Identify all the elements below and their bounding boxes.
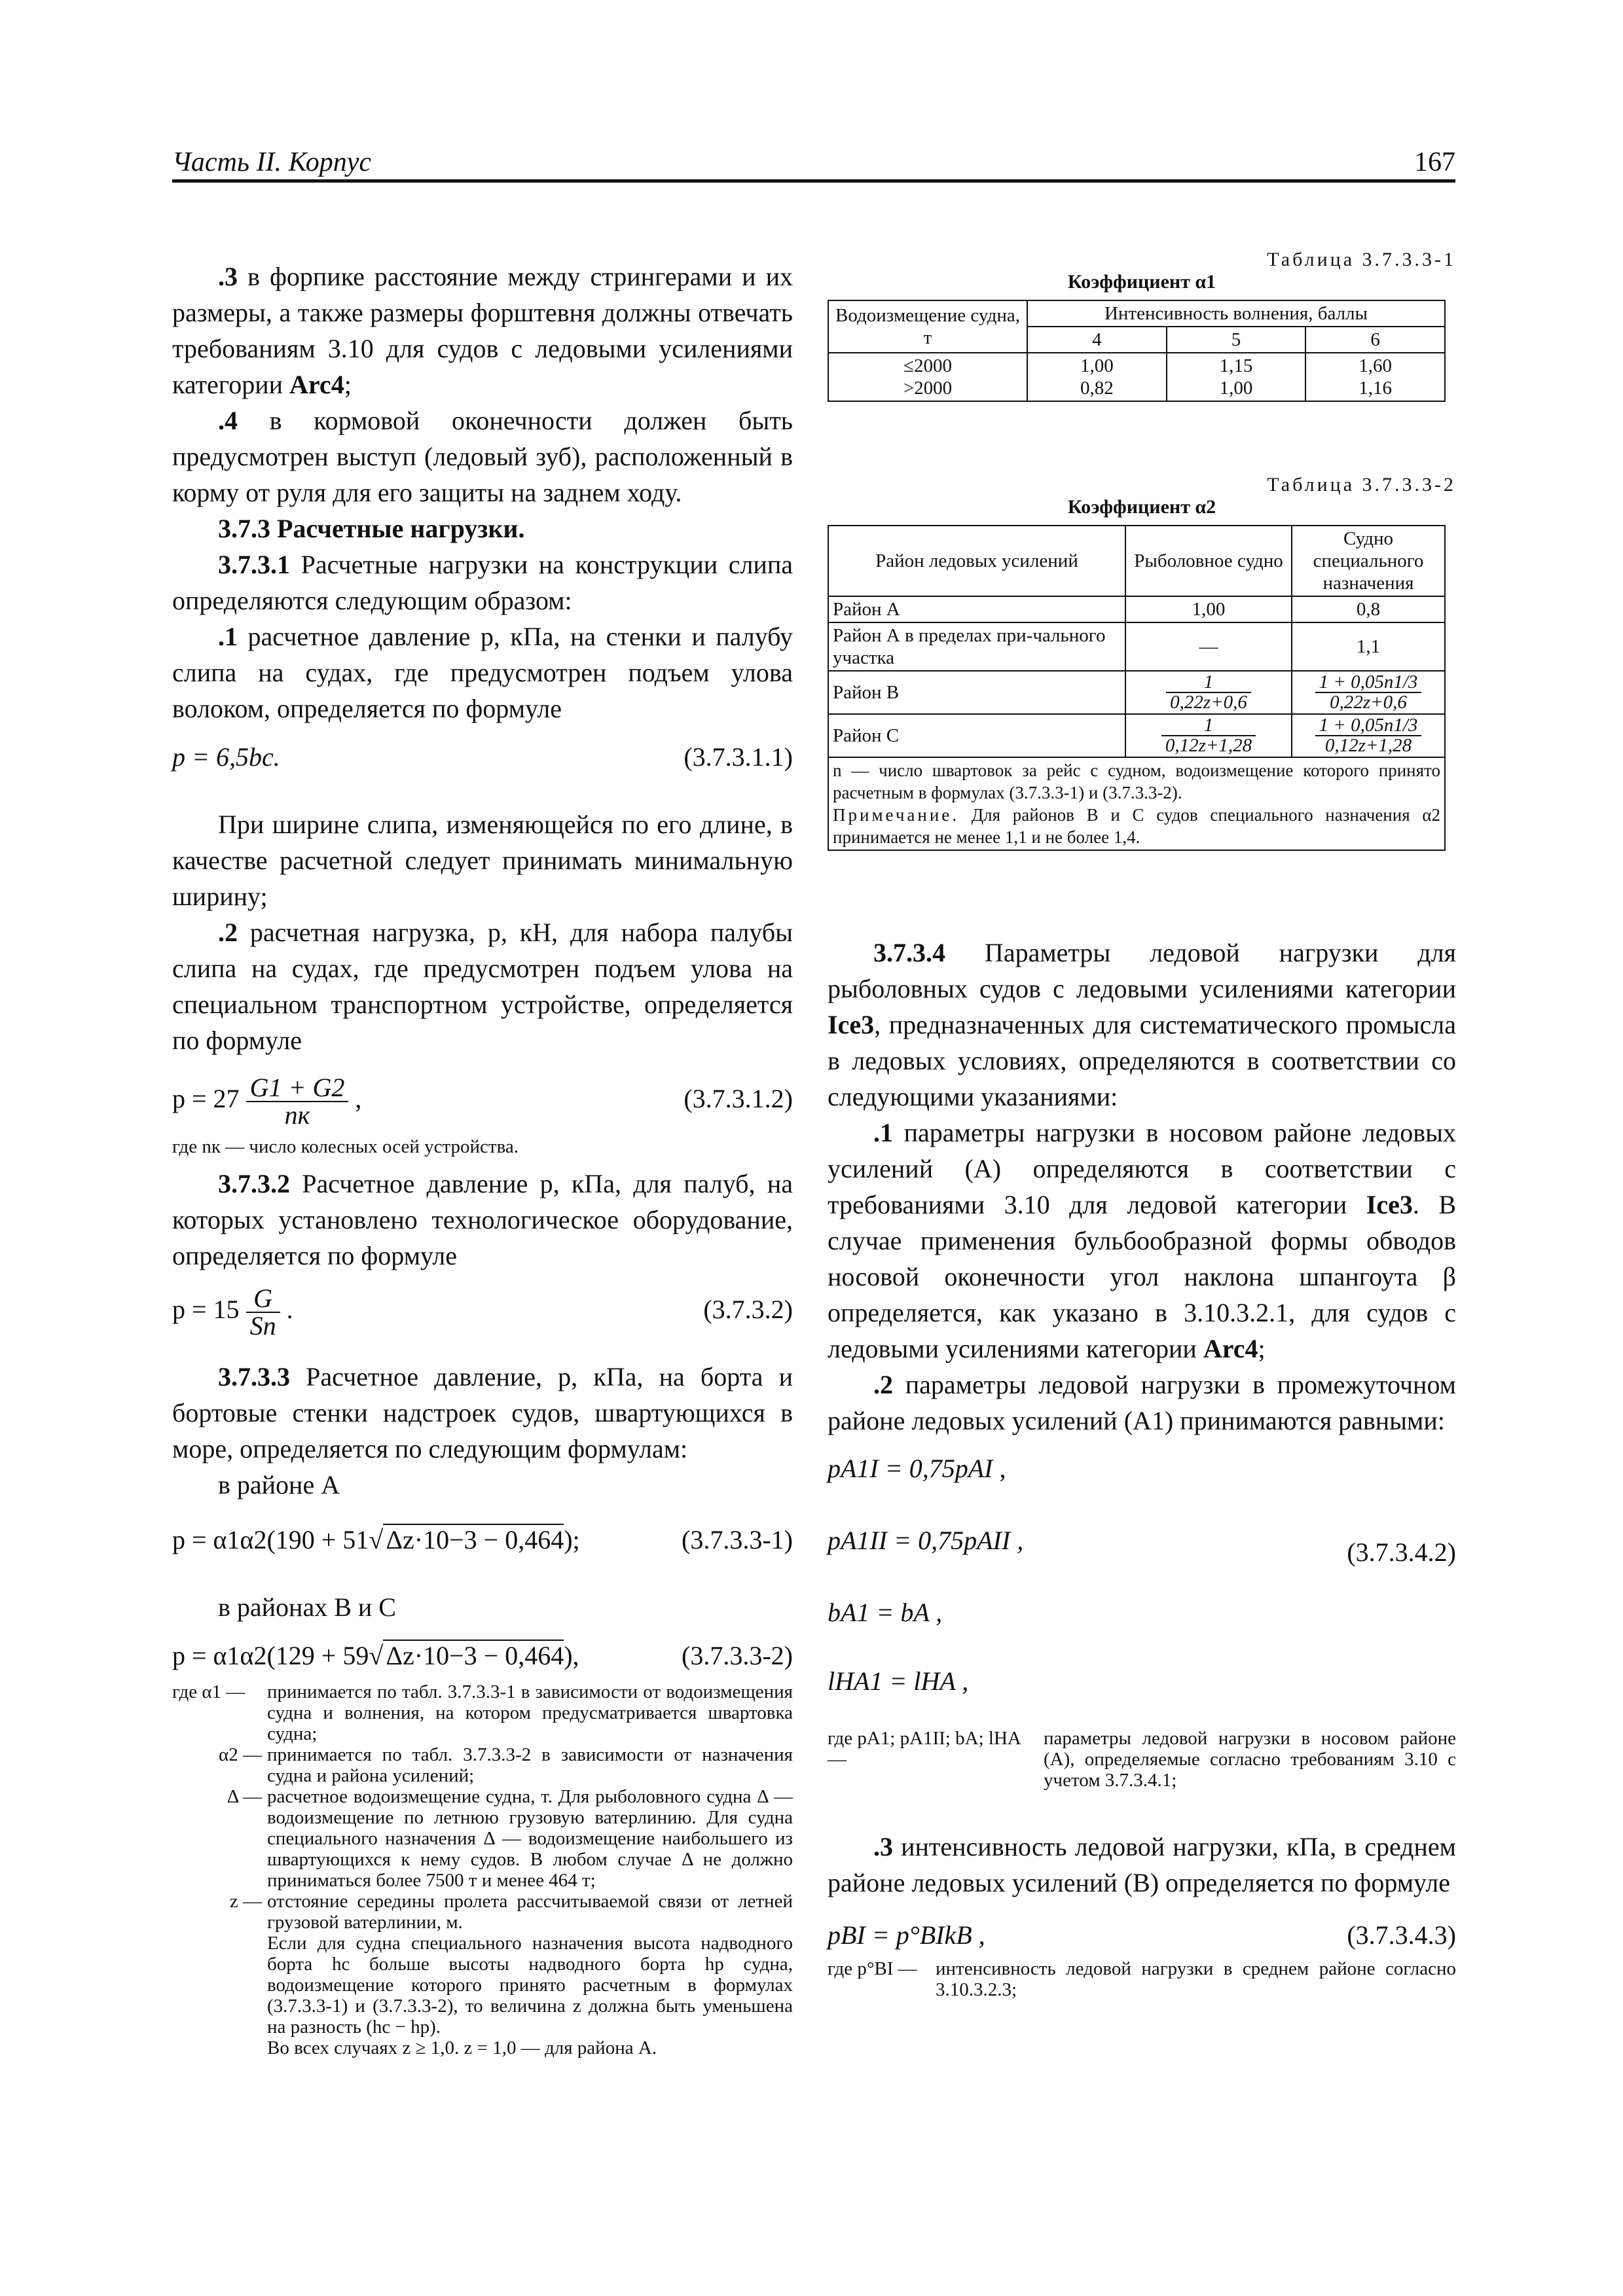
header-wave-5: 5 <box>1167 327 1306 353</box>
running-title: Часть II. Корпус <box>172 147 372 177</box>
item-r3: .3 интенсивность ледовой нагрузки, кПа, в среднем районе ледовых усилений (В) определяется по формуле <box>828 1832 1456 1897</box>
table-row: ≤2000 >2000 1,00 0,82 1,15 1,00 1,60 1,16 <box>828 353 1445 401</box>
note-remark: Примечание. Для районов В и С судов специального назначения α2 принимается не менее 1,1 и не более 1,4. <box>833 805 1440 847</box>
table-title: Коэффициент α2 <box>1067 496 1216 518</box>
definition-z: z — отстояние середины пролета рассчитываемой связи от летней грузовой ватерлинии, м. <box>229 1891 793 1933</box>
paragraph-3-7-3-4: 3.7.3.4 Параметры ледовой нагрузки для рыболовных судов с ледовыми усилениями категории Ice3, предназначенных для систематического промысла в ледовых условиях, определяются в соответствии со следующими указаниями: <box>828 938 1456 1111</box>
paragraph-3-7-3-3: 3.7.3.3 Расчетное давление, p, кПа, на борта и бортовые стенки надстроек судов, швартующихся в море, определяется по следующим формулам: <box>172 1362 793 1463</box>
table-row: Район В $\frac{1}{0,22z+0,6}$ $\frac{1 + 0,05n1/3}{0,22z+0,6}$ <box>828 671 1445 714</box>
table-row: Район А 1,00 0,8 <box>828 596 1445 622</box>
left-column <box>172 259 793 2058</box>
item-1: .1 расчетное давление p, кПа, на стенки и палубу слипа на судах, где предусмотрен подъем улова волоком, определяется по формуле <box>172 622 793 723</box>
item-r2: .2 параметры ледовой нагрузки в промежуточном районе ледовых усилений (А1) принимаются равными: <box>828 1370 1456 1435</box>
note-n-definition: n — число швартовок за рейс с судном, водоизмещение которого принято расчетным в формулах (3.7.3.3-1) и (3.7.3.3-2). <box>833 761 1440 802</box>
formula-3-7-3-3-1: p = α1α2(190 + 51√ Δz·10−3 − 0,464); (3.7.3.3-1) <box>172 1525 793 1554</box>
formula-note-nk: где nк — число колесных осей устройства. <box>172 1136 519 1157</box>
table-caption: Таблица 3.7.3.3-1 <box>1267 249 1456 270</box>
item-2: .2 расчетная нагрузка, p, кН, для набора палубы слипа на судах, где предусмотрен подъем улова на специальном транспортном устройстве, определяется по формуле <box>172 918 793 1055</box>
definition-alpha1: где α1 — принимается по табл. 3.7.3.3-1 в зависимости от водоизмещения судна и волнения, на котором предусматривается швартовка судна; <box>172 1681 793 1744</box>
table-notes <box>828 757 1445 850</box>
definition-all-cases: Во всех случаях z ≥ 1,0. z = 1,0 — для района А. <box>267 2037 657 2058</box>
table-row: Район А в пределах при-чального участка — 1,1 <box>828 622 1445 671</box>
formula-3-7-3-2: p = 15 $\frac{G}{Sп}$ . (3.7.3.2) <box>172 1283 793 1340</box>
paragraph-3-7-3-2: 3.7.3.2 Расчетное давление p, кПа, для палуб, на которых установлено технологическое оборудование, определяется по формуле <box>172 1169 793 1270</box>
paragraph-width: При ширине слипа, изменяющейся по его длине, в качестве расчетной следует принимать минимальную ширину; <box>172 810 793 911</box>
header-region: Район ледовых усилений <box>828 526 1125 596</box>
header-wave-6: 6 <box>1305 327 1445 353</box>
page-header <box>172 147 1455 183</box>
label-region-a: в районе А <box>218 1470 340 1499</box>
page-number: 167 <box>1414 147 1455 177</box>
header-fishing-vessel: Рыболовное судно <box>1125 526 1292 596</box>
formula-group-definition: где pA1; pA1II; bA; lHA — параметры ледовой нагрузки в носовом районе (А), определяемые согласно требованиям 3.10 с учетом 3.7.3.4.1; <box>828 1728 1456 1791</box>
formula-group-3-7-3-4-2 <box>828 1453 1456 1728</box>
paragraph-4: .4 в кормовой оконечности должен быть предусмотрен выступ (ледовый зуб), расположенный в корму от руля для его защиты на заднем ходу. <box>172 406 793 507</box>
table-caption: Таблица 3.7.3.3-2 <box>1267 474 1456 495</box>
header-displacement: Водоизмещение судна, т <box>828 300 1027 353</box>
formula-lHA1: lHA1 = lHA , <box>828 1666 969 1696</box>
table-3-7-3-3-1 <box>828 249 1456 402</box>
table-3-7-3-3-2 <box>828 474 1456 851</box>
right-column <box>828 935 1456 2000</box>
formula-pA1I: pA1I = 0,75pAI , <box>828 1454 1006 1483</box>
formula-pA1II: pA1II = 0,75pAII , <box>828 1526 1024 1555</box>
definition-freeboard: Если для судна специального назначения высота надводного борта hс больше высоты надводного борта hр судна, водоизмещение которого принято расчетным в формулах (3.7.3.3-1) и (3.7.3.3-2), то величина z должна быть уменьшена на разность (hс − hр). <box>267 1933 793 2037</box>
table-row: Район С $\frac{1}{0,12z+1,28}$ $\frac{1 + 0,05n1/3}{0,12z+1,28}$ <box>828 714 1445 757</box>
formula-3-7-3-4-3: pBI = p°BIkB , (3.7.3.4.3) <box>828 1920 1456 1950</box>
header-wave-4: 4 <box>1027 327 1167 353</box>
formula-bA1: bA1 = bA , <box>828 1598 943 1627</box>
item-r1: .1 параметры нагрузки в носовом районе ледовых усилений (А) определяются в соответствии с требованиями 3.10 для ледовой категории Ice3. В случае применения бульбообразной формы обводов носовой оконечности угол наклона шпангоута β определяется, как указано в 3.10.3.2.1, для судов с ледовыми усилениями категории Arc4; <box>828 1118 1456 1363</box>
paragraph-3: .3 в форпике расстояние между стрингерами и их размеры, а также размеры форштевня должны отвечать требованиям 3.10 для судов с ледовыми усилениями категории Arc4; <box>172 262 793 399</box>
definitions-list <box>172 1681 793 2058</box>
formula-pBI-definition: где p°BI — интенсивность ледовой нагрузки в среднем районе согласно 3.10.3.2.3; <box>828 1958 1456 2000</box>
definition-delta: Δ — расчетное водоизмещение судна, т. Для рыболовного судна Δ — водоизмещение по летнюю грузовую ватерлинию. Для судна специального назначения Δ — водоизмещение наибольшего из швартующихся к нему судов. В любом случае Δ не должно приниматься более 7500 т и менее 464 т; <box>227 1786 793 1891</box>
formula-3-7-3-1-1: p = 6,5bс. (3.7.3.1.1) <box>172 742 793 772</box>
definition-alpha2: α2 — принимается по табл. 3.7.3.3-2 в зависимости от назначения судна и района усилений; <box>219 1744 793 1786</box>
label-region-bc: в районах В и С <box>218 1592 396 1622</box>
coefficient-alpha2-table <box>828 525 1446 851</box>
table-title: Коэффициент α1 <box>1067 271 1216 293</box>
formula-3-7-3-3-2: p = α1α2(129 + 59√ Δz·10−3 − 0,464), (3.7.3.3-2) <box>172 1641 793 1670</box>
section-heading-3-7-3: 3.7.3 Расчетные нагрузки. <box>218 514 525 543</box>
header-special-vessel: Судно специального назначения <box>1292 526 1445 596</box>
paragraph-3-7-3-1: 3.7.3.1 Расчетные нагрузки на конструкции слипа определяются следующим образом: <box>172 550 793 615</box>
header-wave-intensity: Интенсивность волнения, баллы <box>1027 300 1445 327</box>
formula-number: (3.7.3.4.2) <box>1347 1537 1456 1567</box>
coefficient-alpha1-table <box>828 300 1446 402</box>
formula-3-7-3-1-2: p = 27 $\frac{G1 + G2}{nк}$ , (3.7.3.1.2) <box>172 1072 793 1130</box>
